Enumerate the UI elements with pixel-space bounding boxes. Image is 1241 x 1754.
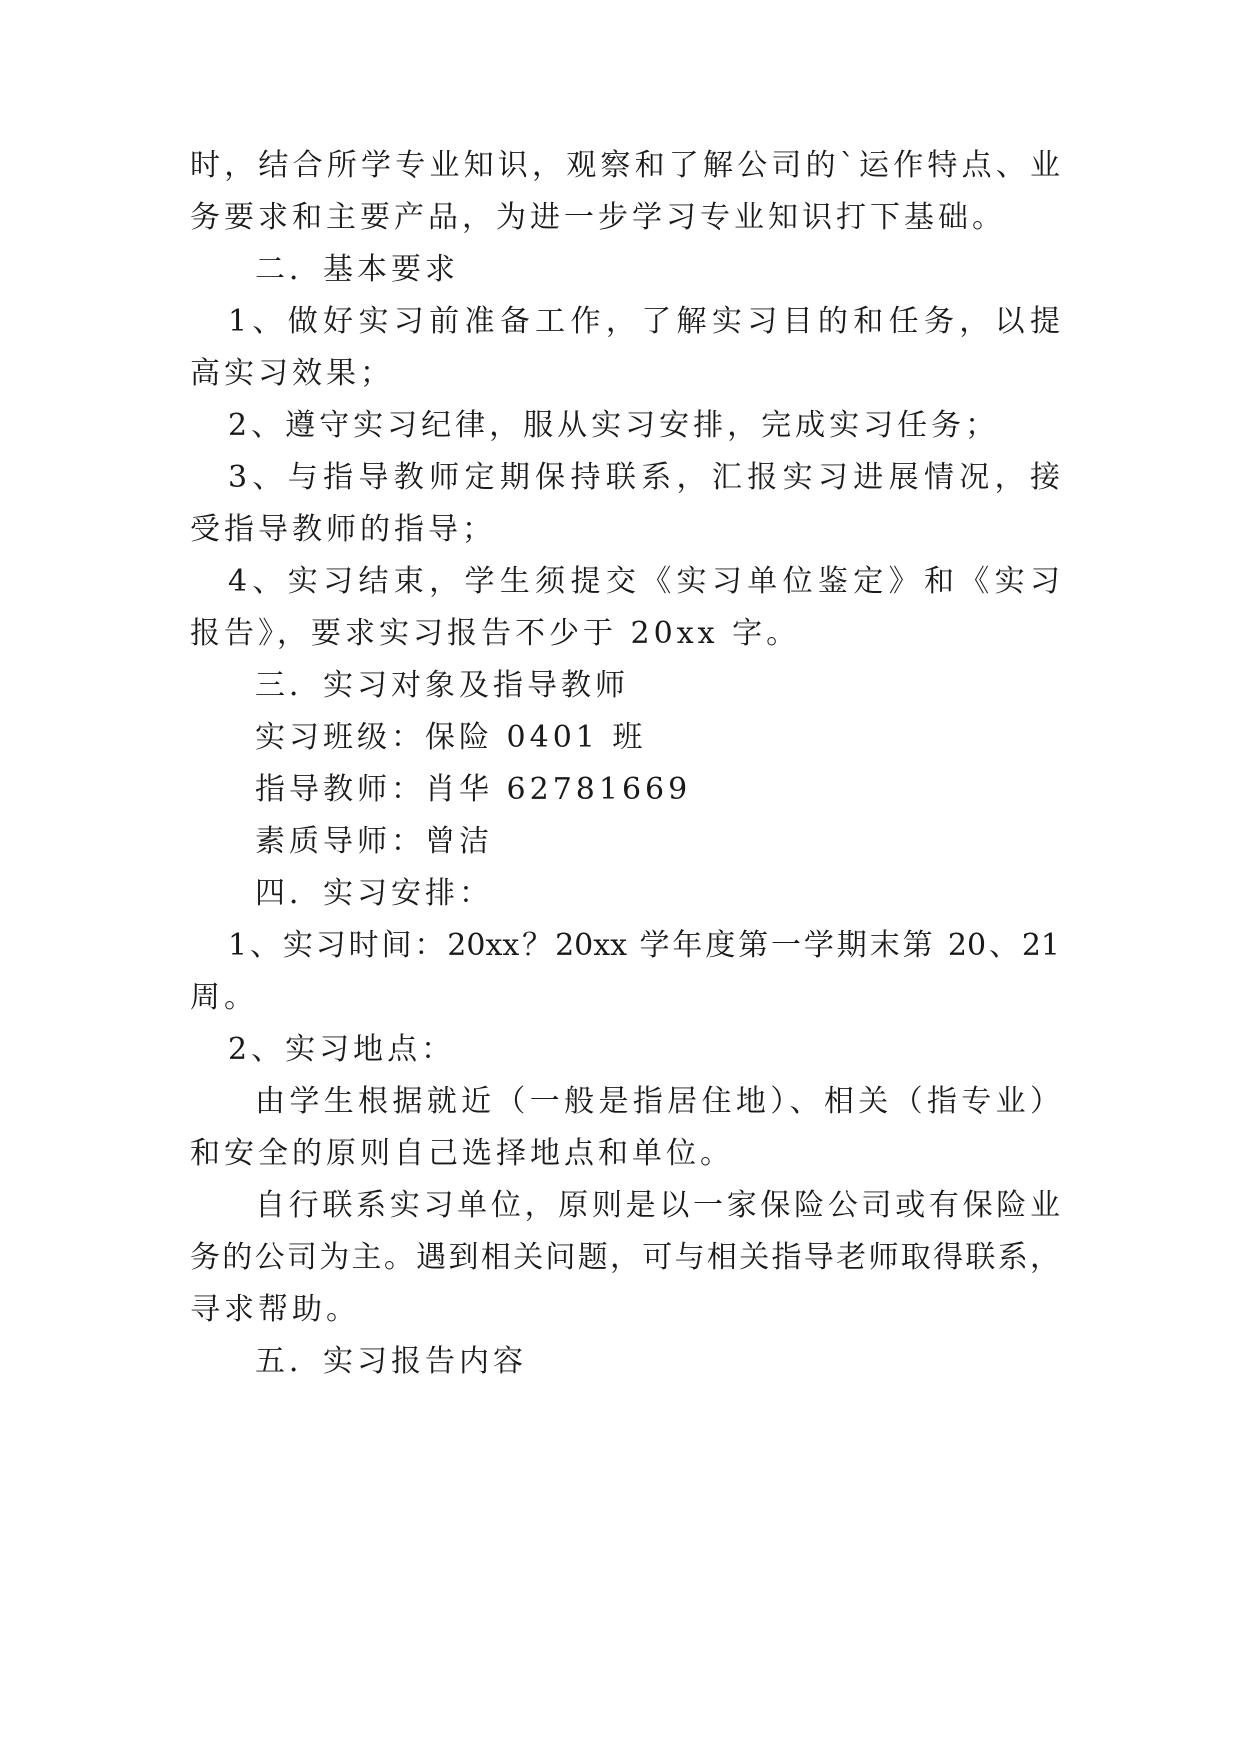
paragraph-line: 报告》，要求实习报告不少于 20xx 字。 (190, 616, 801, 651)
paragraph-line: 1、实习时间：20xx？20xx 学年度第一学期末第 20、21 (228, 928, 1060, 963)
paragraph-line: 2、遵守实习纪律，服从实习安排，完成实习任务； (228, 408, 1000, 443)
paragraph-line: 2、实习地点： (228, 1032, 456, 1067)
paragraph-line: 寻求帮助。 (190, 1292, 360, 1327)
paragraph-line: 1、做好实习前准备工作，了解实习目的和任务，以提 (228, 304, 1060, 339)
paragraph-line: 务要求和主要产品，为进一步学习专业知识打下基础。 (190, 200, 1006, 235)
section-heading: 四．实习安排： (255, 876, 493, 911)
info-line-mentor: 素质导师：曾洁 (255, 824, 493, 859)
paragraph-line: 和安全的原则自己选择地点和单位。 (190, 1136, 734, 1171)
paragraph-line: 自行联系实习单位，原则是以一家保险公司或有保险业 (255, 1188, 1060, 1223)
paragraph-line: 由学生根据就近（一般是指居住地）、相关（指专业） (255, 1084, 1060, 1119)
paragraph-line: 周。 (190, 980, 258, 1015)
paragraph-line: 高实习效果； (190, 356, 394, 391)
paragraph-line: 时，结合所学专业知识，观察和了解公司的`运作特点、业 (190, 148, 1060, 183)
section-heading: 五．实习报告内容 (255, 1344, 527, 1379)
info-line-teacher: 指导教师：肖华 62781669 (255, 772, 692, 807)
info-line-class: 实习班级：保险 0401 班 (255, 720, 647, 755)
paragraph-line: 4、实习结束，学生须提交《实习单位鉴定》和《实习 (228, 564, 1060, 599)
paragraph-line: 3、与指导教师定期保持联系，汇报实习进展情况，接 (228, 460, 1060, 495)
paragraph-line: 受指导教师的指导； (190, 512, 496, 547)
section-heading: 二．基本要求 (255, 252, 459, 287)
paragraph-line: 务的公司为主。遇到相关问题，可与相关指导老师取得联系， (190, 1240, 1060, 1275)
section-heading: 三．实习对象及指导教师 (255, 668, 629, 703)
